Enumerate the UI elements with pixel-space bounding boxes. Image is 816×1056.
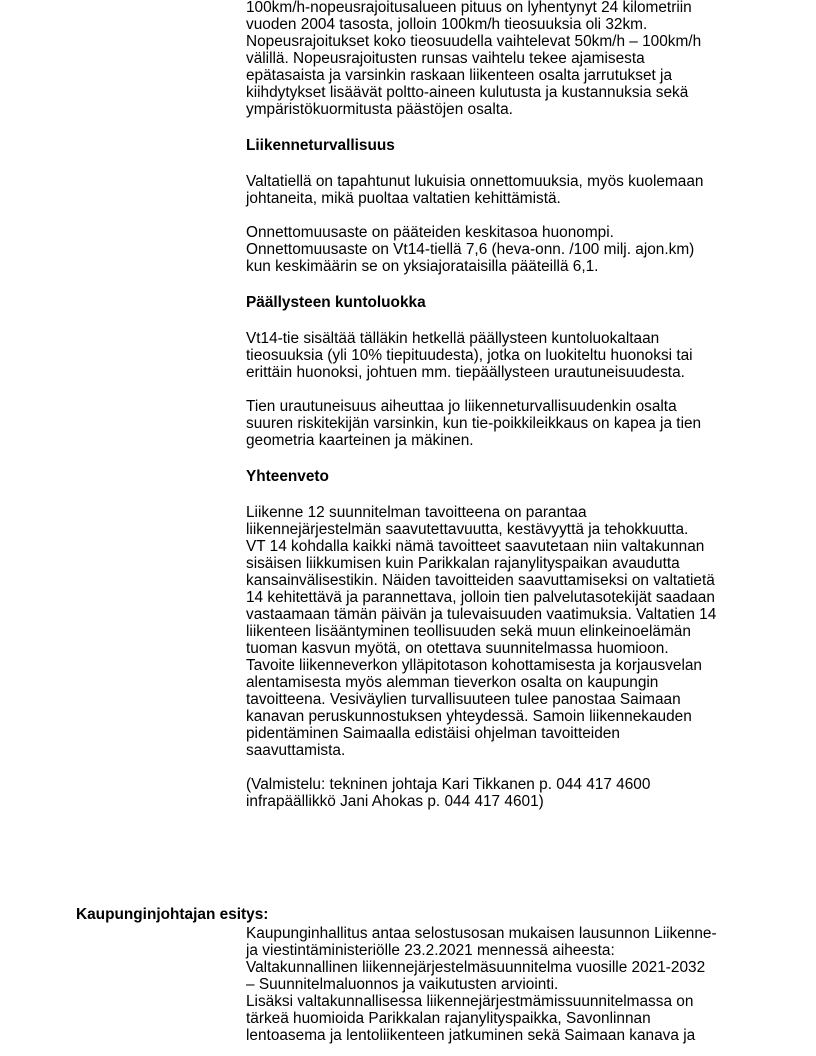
- summary-preparation-note: (Valmistelu: tekninen johtaja Kari Tikkanen p. 044 417 4600 infrapäällikkö Jani Ahokas p. 044 417 4601): [246, 776, 651, 810]
- section-heading-summary: Yhteenveto: [246, 468, 329, 485]
- section-heading-traffic-safety: Liikenneturvallisuus: [246, 137, 395, 154]
- section-heading-pavement-condition: Päällysteen kuntoluokka: [246, 294, 426, 311]
- proposal-text: Kaupunginhallitus antaa selostusosan mukaisen lausunnon Liikenne- ja viestintäministeriölle 23.2.2021 mennessä aiheesta: Valtakunnallinen liikennejärjestelmäsuunnitelma vuosille 2021-2032 – Suunnitelmaluonnos ja vaikutusten arviointi. Lisäksi valtakunnallisessa liikennejärjestmämissuunnitelmassa on tärkeä huomioida Parikkalan rajanylityspaikka, Savonlinnan lentoasema ja lentoliikenteen jatkuminen sekä Saimaan kanava ja: [246, 925, 717, 1044]
- summary-paragraph-1: Liikenne 12 suunnitelman tavoitteena on parantaa liikennejärjestelmän saavutettavuutta, kestävyyttä ja tehokkuutta. VT 14 kohdalla kaikki nämä tavoitteet saavutetaan niin valtakunnan sisäisen liikkumisen kuin Parikkalan rajanylityspaikan avaudutta kansainvälisestikin. Näiden tavoitteiden saavuttamiseksi on valtatietä 14 kehitettävä ja parannettava, jolloin tien palvelutasotekijät saadaan vastaamaan tämän päivän ja tulevaisuuden vaatimuksia. Valtatien 14 liikenteen lisääntyminen teollisuuden sekä muun elinkeinoelämän tuoman kasvun myötä, on otettava suunnitelmassa huomioon. Tavoite liikenneverkon ylläpitotason kohottamisesta ja korjausvelan alentamisesta myös alemman tieverkon osalta on kaupungin tavoitteena. Vesiväylien turvallisuuteen tulee panostaa Saimaan kanavan peruskunnostuksen yhteydessä. Samoin liikennekauden pidentäminen Saimaalla edistäisi ohjelman tavoitteiden saavuttamista.: [246, 504, 717, 759]
- body-column: [246, 0, 746, 810]
- intro-paragraph: 100km/h-nopeusrajoitusalueen pituus on lyhentynyt 24 kilometriin vuoden 2004 tasosta, jolloin 100km/h tieosuuksia oli 32km. Nopeusrajoitukset koko tieosuudella vaihtelevat 50km/h – 100km/h välillä. Nopeusrajoitusten runsas vaihtelu tekee ajamisesta epätasaista ja varsinkin raskaan liikenteen osalta jarrutukset ja kiihdytykset lisäävät poltto-aineen kulutusta ja kustannuksia sekä ympäristökuormitusta päästöjen osalta.: [246, 0, 702, 118]
- pavement-paragraph-1: Vt14-tie sisältää tälläkin hetkellä päällysteen kuntoluokaltaan tieosuuksia (yli 10% tiepituudesta), jotka on luokiteltu huonoksi tai erittäin huonoksi, johtuen mm. tiepäällysteen urautuneisuudesta.: [246, 330, 693, 381]
- pavement-paragraph-2: Tien urautuneisuus aiheuttaa jo liikenneturvallisuudenkin osalta suuren riskitekijän varsinkin, kun tie-poikkileikkaus on kapea ja tien geometria kaarteinen ja mäkinen.: [246, 398, 702, 449]
- traffic-safety-paragraph-2: Onnettomuusaste on pääteiden keskitasoa huonompi. Onnettomuusaste on Vt14-tiellä 7,6 (heva-onn. /100 milj. ajon.km) kun keskimäärin se on yksiajorataisilla pääteillä 6,1.: [246, 224, 695, 275]
- traffic-safety-paragraph-1: Valtatiellä on tapahtunut lukuisia onnettomuuksia, myös kuolemaan johtaneita, mikä puoltaa valtatien kehittämistä.: [246, 173, 704, 207]
- proposal-label: Kaupunginjohtajan esitys:: [76, 906, 269, 923]
